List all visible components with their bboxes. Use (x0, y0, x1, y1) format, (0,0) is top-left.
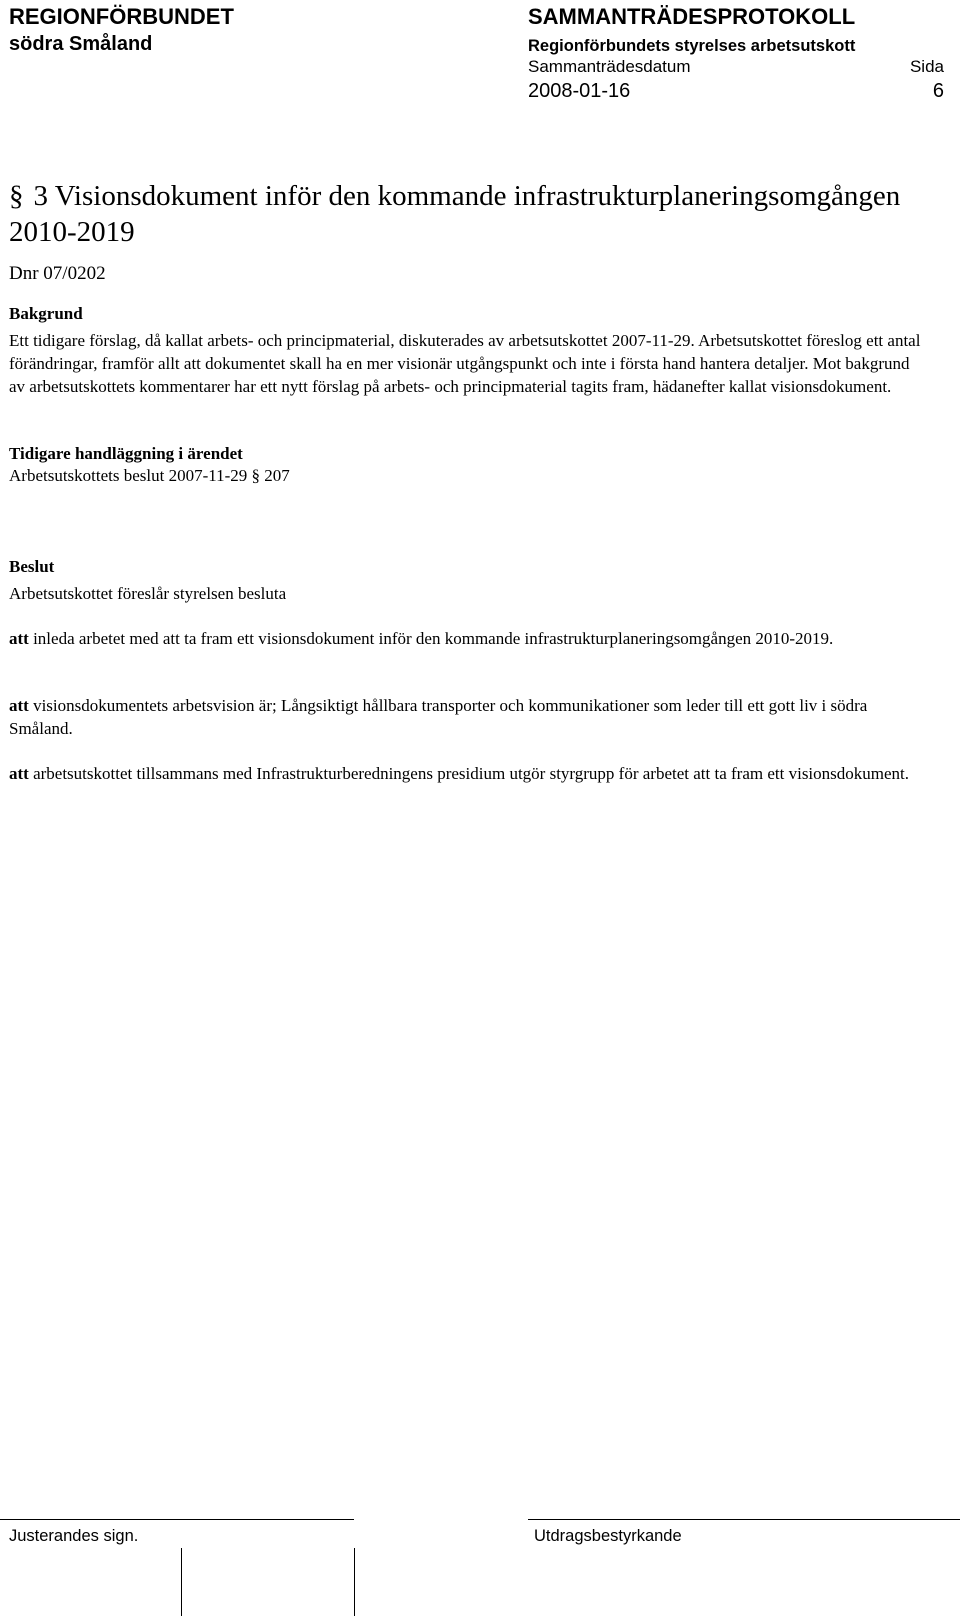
decision-heading: Beslut (9, 557, 55, 576)
decision-item (9, 627, 929, 650)
document-type: SAMMANTRÄDESPROTOKOLL (528, 4, 856, 29)
decision-item (9, 694, 929, 740)
footer-divider-right (528, 1519, 960, 1520)
decision-keyword: att (9, 764, 29, 783)
signature-label: Justerandes sign. (9, 1527, 139, 1545)
history-heading: Tidigare handläggning i ärendet (9, 444, 243, 463)
decision-item-text: inleda arbetet med att ta fram ett visionsdokument inför den kommande infrastrukturplaneringsomgången 2010-2019. (33, 629, 834, 648)
history-text-before: Arbetsutskottets beslut 2007-11-29 (9, 466, 248, 485)
section-title (9, 178, 929, 250)
background-text: Ett tidigare förslag, då kallat arbets- och principmaterial, diskuterades av arbetsutskottet 2007-11-29. Arbetsutskottet föreslog ett antal förändringar, framför allt att dokumentet skall ha en mer visionär utgångspunkt och inte i första hand hantera detaljer. Mot bakgrund av arbetsutskottets kommentarer har ett nytt förslag på arbets- och principmaterial tagits fram, hädanefter kallat visionsdokument. (9, 331, 921, 396)
meeting-body: Regionförbundets styrelses arbetsutskott (528, 37, 856, 55)
meeting-date: 2008-01-16 (528, 80, 631, 102)
section-title-text: 3 Visionsdokument inför den kommande infrastrukturplaneringsomgången 2010-2019 (9, 180, 901, 248)
background-heading: Bakgrund (9, 304, 83, 323)
case-number: Dnr 07/0202 (9, 263, 106, 284)
page-number: 6 (932, 80, 944, 102)
paragraph-sign: § (9, 180, 24, 212)
history-text (9, 464, 929, 487)
meeting-date-label: Sammanträdesdatum (528, 57, 691, 76)
footer-divider-left (0, 1519, 354, 1520)
certification-label: Utdragsbestyrkande (534, 1527, 682, 1545)
page-label: Sida (909, 57, 944, 76)
signature-box-divider (181, 1548, 182, 1616)
decision-keyword: att (9, 629, 29, 648)
signature-box-divider (354, 1548, 355, 1616)
decision-keyword: att (9, 696, 29, 715)
organization-name: REGIONFÖRBUNDET (9, 4, 234, 29)
decision-intro: Arbetsutskottet föreslår styrelsen besluta (9, 584, 287, 603)
decision-item (9, 762, 929, 785)
decision-item-text: visionsdokumentets arbetsvision är; Långsiktigt hållbara transporter och kommunikationer som leder till ett gott liv i södra Småland. (9, 696, 868, 738)
history-text-after: 207 (264, 466, 290, 485)
paragraph-sign: § (251, 466, 261, 485)
organization-region: södra Småland (9, 33, 153, 55)
decision-item-text: arbetsutskottet tillsammans med Infrastrukturberedningens presidium utgör styrgrupp för arbetet att ta fram ett visionsdokument. (33, 764, 910, 783)
